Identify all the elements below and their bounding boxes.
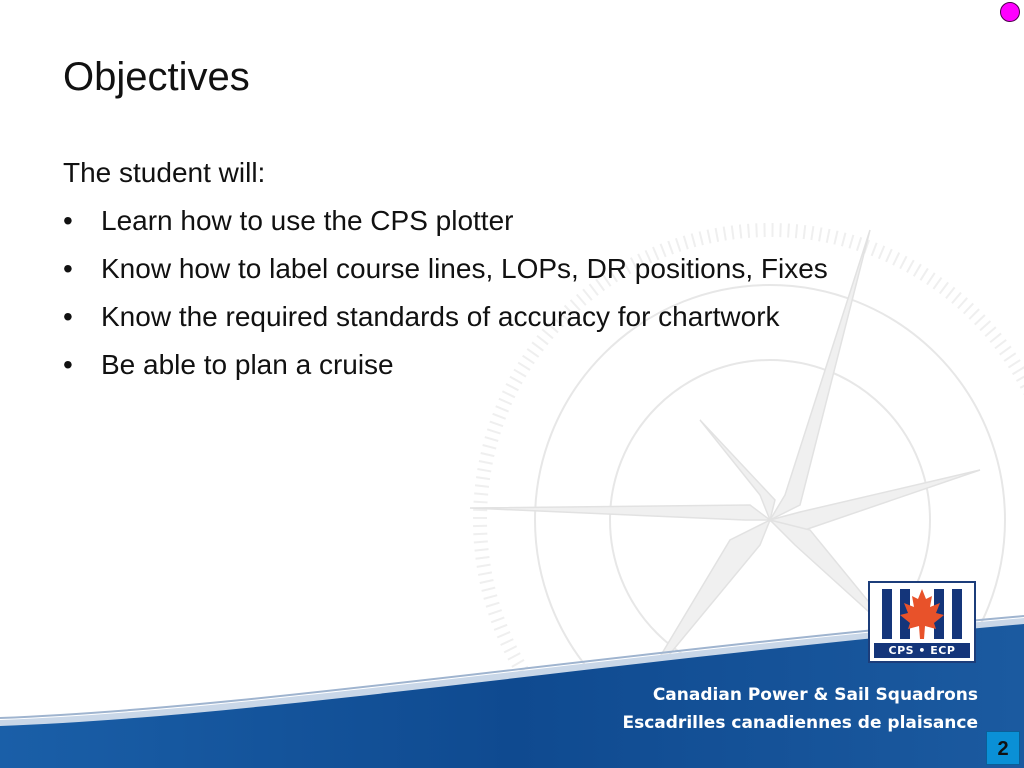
bullet-text: Learn how to use the CPS plotter: [101, 205, 514, 236]
intro-text: The student will:: [63, 157, 266, 188]
list-item: [63, 297, 963, 336]
cursor-dot-icon: [1000, 2, 1020, 22]
bullet-text: Be able to plan a cruise: [101, 349, 394, 380]
list-item: [63, 345, 963, 384]
bullet-icon: •: [63, 253, 73, 284]
list-item: [63, 249, 963, 288]
bullet-icon: •: [63, 349, 73, 380]
bullet-text: Know how to label course lines, LOPs, DR positions, Fixes: [101, 253, 828, 284]
slide-body: [63, 153, 963, 393]
page-number: 2: [986, 731, 1020, 765]
cps-ecp-logo: [868, 581, 976, 663]
slide-title: Objectives: [63, 55, 250, 99]
org-name-english: Canadian Power & Sail Squadrons: [652, 685, 978, 705]
objectives-list: [63, 201, 963, 384]
bullet-icon: •: [63, 205, 73, 236]
bullet-icon: •: [63, 301, 73, 332]
org-name-french: Escadrilles canadiennes de plaisance: [622, 713, 978, 733]
logo-text: CPS • ECP: [874, 643, 970, 658]
bullet-text: Know the required standards of accuracy for chartwork: [101, 301, 780, 332]
list-item: [63, 201, 963, 240]
